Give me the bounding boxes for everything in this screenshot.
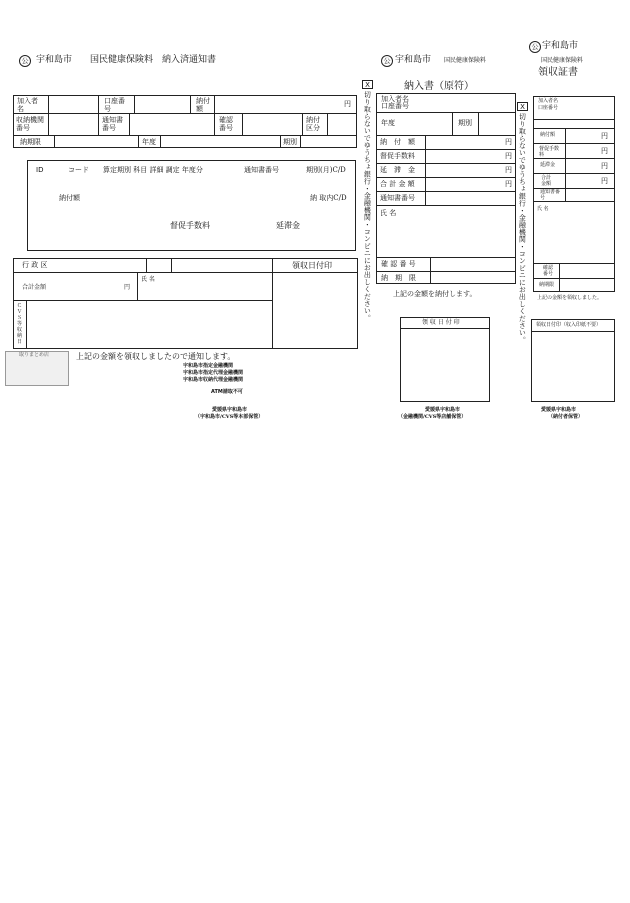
label-account-no: 口座番号: [104, 97, 125, 113]
middle-member-name: 加入者名: [381, 95, 409, 103]
right-deadline: 納期限: [539, 282, 555, 288]
city-seal-icon: 公: [381, 55, 393, 67]
left-footer-1: 愛媛県宇和島市: [212, 407, 248, 413]
middle-confirm-no: 確 認 番 号: [381, 260, 416, 268]
middle-deadline: 納 期 限: [381, 274, 416, 282]
middle-name: 氏 名: [380, 209, 397, 217]
right-sub: 国民健康保険料: [541, 57, 584, 64]
yen-unit: 円: [344, 100, 351, 108]
right-received-note: 上記の金額を領収しました。: [537, 295, 603, 301]
right-footer-1: 愛媛県宇和島市: [541, 407, 577, 413]
middle-row-arrears: 延 滞 金: [380, 166, 415, 174]
yen-unit: 円: [505, 152, 512, 160]
cut-mark-1: X: [362, 80, 373, 89]
label-pay-class: 納付区分: [306, 116, 320, 132]
bc-pay-amount: 納付額: [59, 194, 80, 202]
label-period: 期別: [283, 138, 297, 146]
middle-receipt-stamp-label: 領 収 日 付 印: [422, 319, 460, 326]
cut-instruction-2: 切り取らないでゆうちょ銀行・金融機関・コンビニにお出しください。: [518, 113, 527, 344]
label-admin-area: 行 政 区: [22, 261, 48, 269]
yen-unit: 円: [505, 180, 512, 188]
bc-due-cd: 納 取内C/D: [310, 194, 347, 202]
bc-notice-no: 通知書番号: [244, 166, 279, 174]
label-deadline: 納期限: [20, 138, 41, 146]
middle-title: 納入書（原符）: [404, 81, 474, 92]
label-fiscal-year: 年度: [142, 138, 156, 146]
middle-row-late-fee: 督促手数料: [380, 152, 415, 160]
agency-1: 宇和島市指定金融機関: [183, 363, 234, 369]
right-member-name: 加入者名: [538, 98, 559, 104]
right-title: 領収証書: [538, 67, 578, 78]
yen-unit: 円: [601, 147, 608, 155]
yen-unit: 円: [505, 166, 512, 174]
agency-3: 宇和島市収納代理金融機関: [183, 377, 244, 383]
middle-row-notice-no: 通知書番号: [380, 194, 415, 202]
yen-unit: 円: [601, 162, 608, 170]
label-total: 合計金額: [22, 284, 47, 291]
middle-footer-1: 愛媛県宇和島市: [425, 407, 461, 413]
city-seal-icon: 公: [529, 41, 541, 53]
right-city-name: 宇和島市: [542, 41, 579, 51]
middle-row-total: 合 計 金 額: [380, 180, 415, 188]
label-cvs-date: ＣＶＳ等収納日: [16, 303, 22, 345]
left-receipt-stamp-label: 領収日付印: [292, 261, 332, 270]
middle-footer-2: （金融機関/CVS等店舗保管）: [398, 414, 467, 420]
left-doc-title: 国民健康保険料 納入済通知書: [90, 55, 217, 65]
right-row-late-fee: 督促手数料: [539, 146, 560, 158]
middle-receipt-stamp-box: [400, 317, 490, 402]
middle-fiscal-year: 年度: [381, 119, 395, 127]
middle-account-no: 口座番号: [381, 102, 409, 110]
right-receipt-stamp-label: 領収日付印（収入印紙不要）: [536, 322, 602, 328]
bc-code: コード: [68, 166, 89, 174]
middle-period: 期別: [458, 119, 472, 127]
label-name: 氏 名: [141, 276, 155, 283]
bc-id: ID: [36, 166, 44, 174]
cut-mark-2: X: [517, 102, 528, 111]
yen-unit: 円: [601, 132, 608, 140]
right-row-arrears: 延滞金: [540, 162, 556, 168]
middle-row-pay-amount: 納 付 額: [380, 138, 415, 146]
collect-stamp-label: 取りまとめ店: [19, 352, 50, 358]
left-city-name: 宇和島市: [36, 55, 73, 65]
right-account-no: 口座番号: [538, 105, 559, 111]
yen-unit: 円: [124, 284, 131, 291]
label-confirm-no: 確認番号: [219, 116, 233, 132]
label-pay-amount: 納付額: [196, 97, 210, 113]
atm-note: ATM請取不可: [211, 389, 243, 395]
middle-city-name: 宇和島市: [395, 55, 432, 65]
bc-arrears: 延滞金: [276, 221, 300, 230]
right-name: 氏 名: [537, 206, 549, 212]
bc-fields: 算定期別 科目 詳細 調定 年度分: [103, 166, 203, 174]
right-confirm-no: 確認番号: [543, 265, 554, 277]
left-footer-2: （宇和島市/CVS等本部保管）: [195, 414, 264, 420]
label-member-name: 加入者名: [17, 97, 38, 113]
cut-instruction-1: 切り取らないでゆうちょ銀行・金融機関・コンビニにお出しください。: [363, 91, 372, 322]
bc-period-cd: 期別(月)C/D: [306, 166, 346, 174]
right-row-pay-amount: 納付額: [540, 132, 556, 138]
right-footer-2: （納付者保管）: [548, 414, 584, 420]
left-notice-text: 上記の金額を領収しましたので通知します。: [76, 352, 236, 361]
yen-unit: 円: [505, 138, 512, 146]
bc-late-fee: 督促手数料: [170, 221, 210, 230]
right-row-notice-no: 通知書番号: [540, 189, 561, 201]
label-notice-no: 通知書番号: [102, 116, 123, 132]
middle-paid-note: 上記の金額を納付します。: [393, 290, 477, 298]
label-receiving-agency: 収納機関番号: [16, 116, 44, 132]
middle-sub: 国民健康保険料: [444, 57, 487, 64]
city-seal-icon: 公: [19, 55, 31, 67]
middle-table: [376, 93, 516, 284]
agency-2: 宇和島市指定代理金融機関: [183, 370, 244, 376]
right-row-total: 合計金額: [541, 175, 552, 187]
yen-unit: 円: [601, 177, 608, 185]
